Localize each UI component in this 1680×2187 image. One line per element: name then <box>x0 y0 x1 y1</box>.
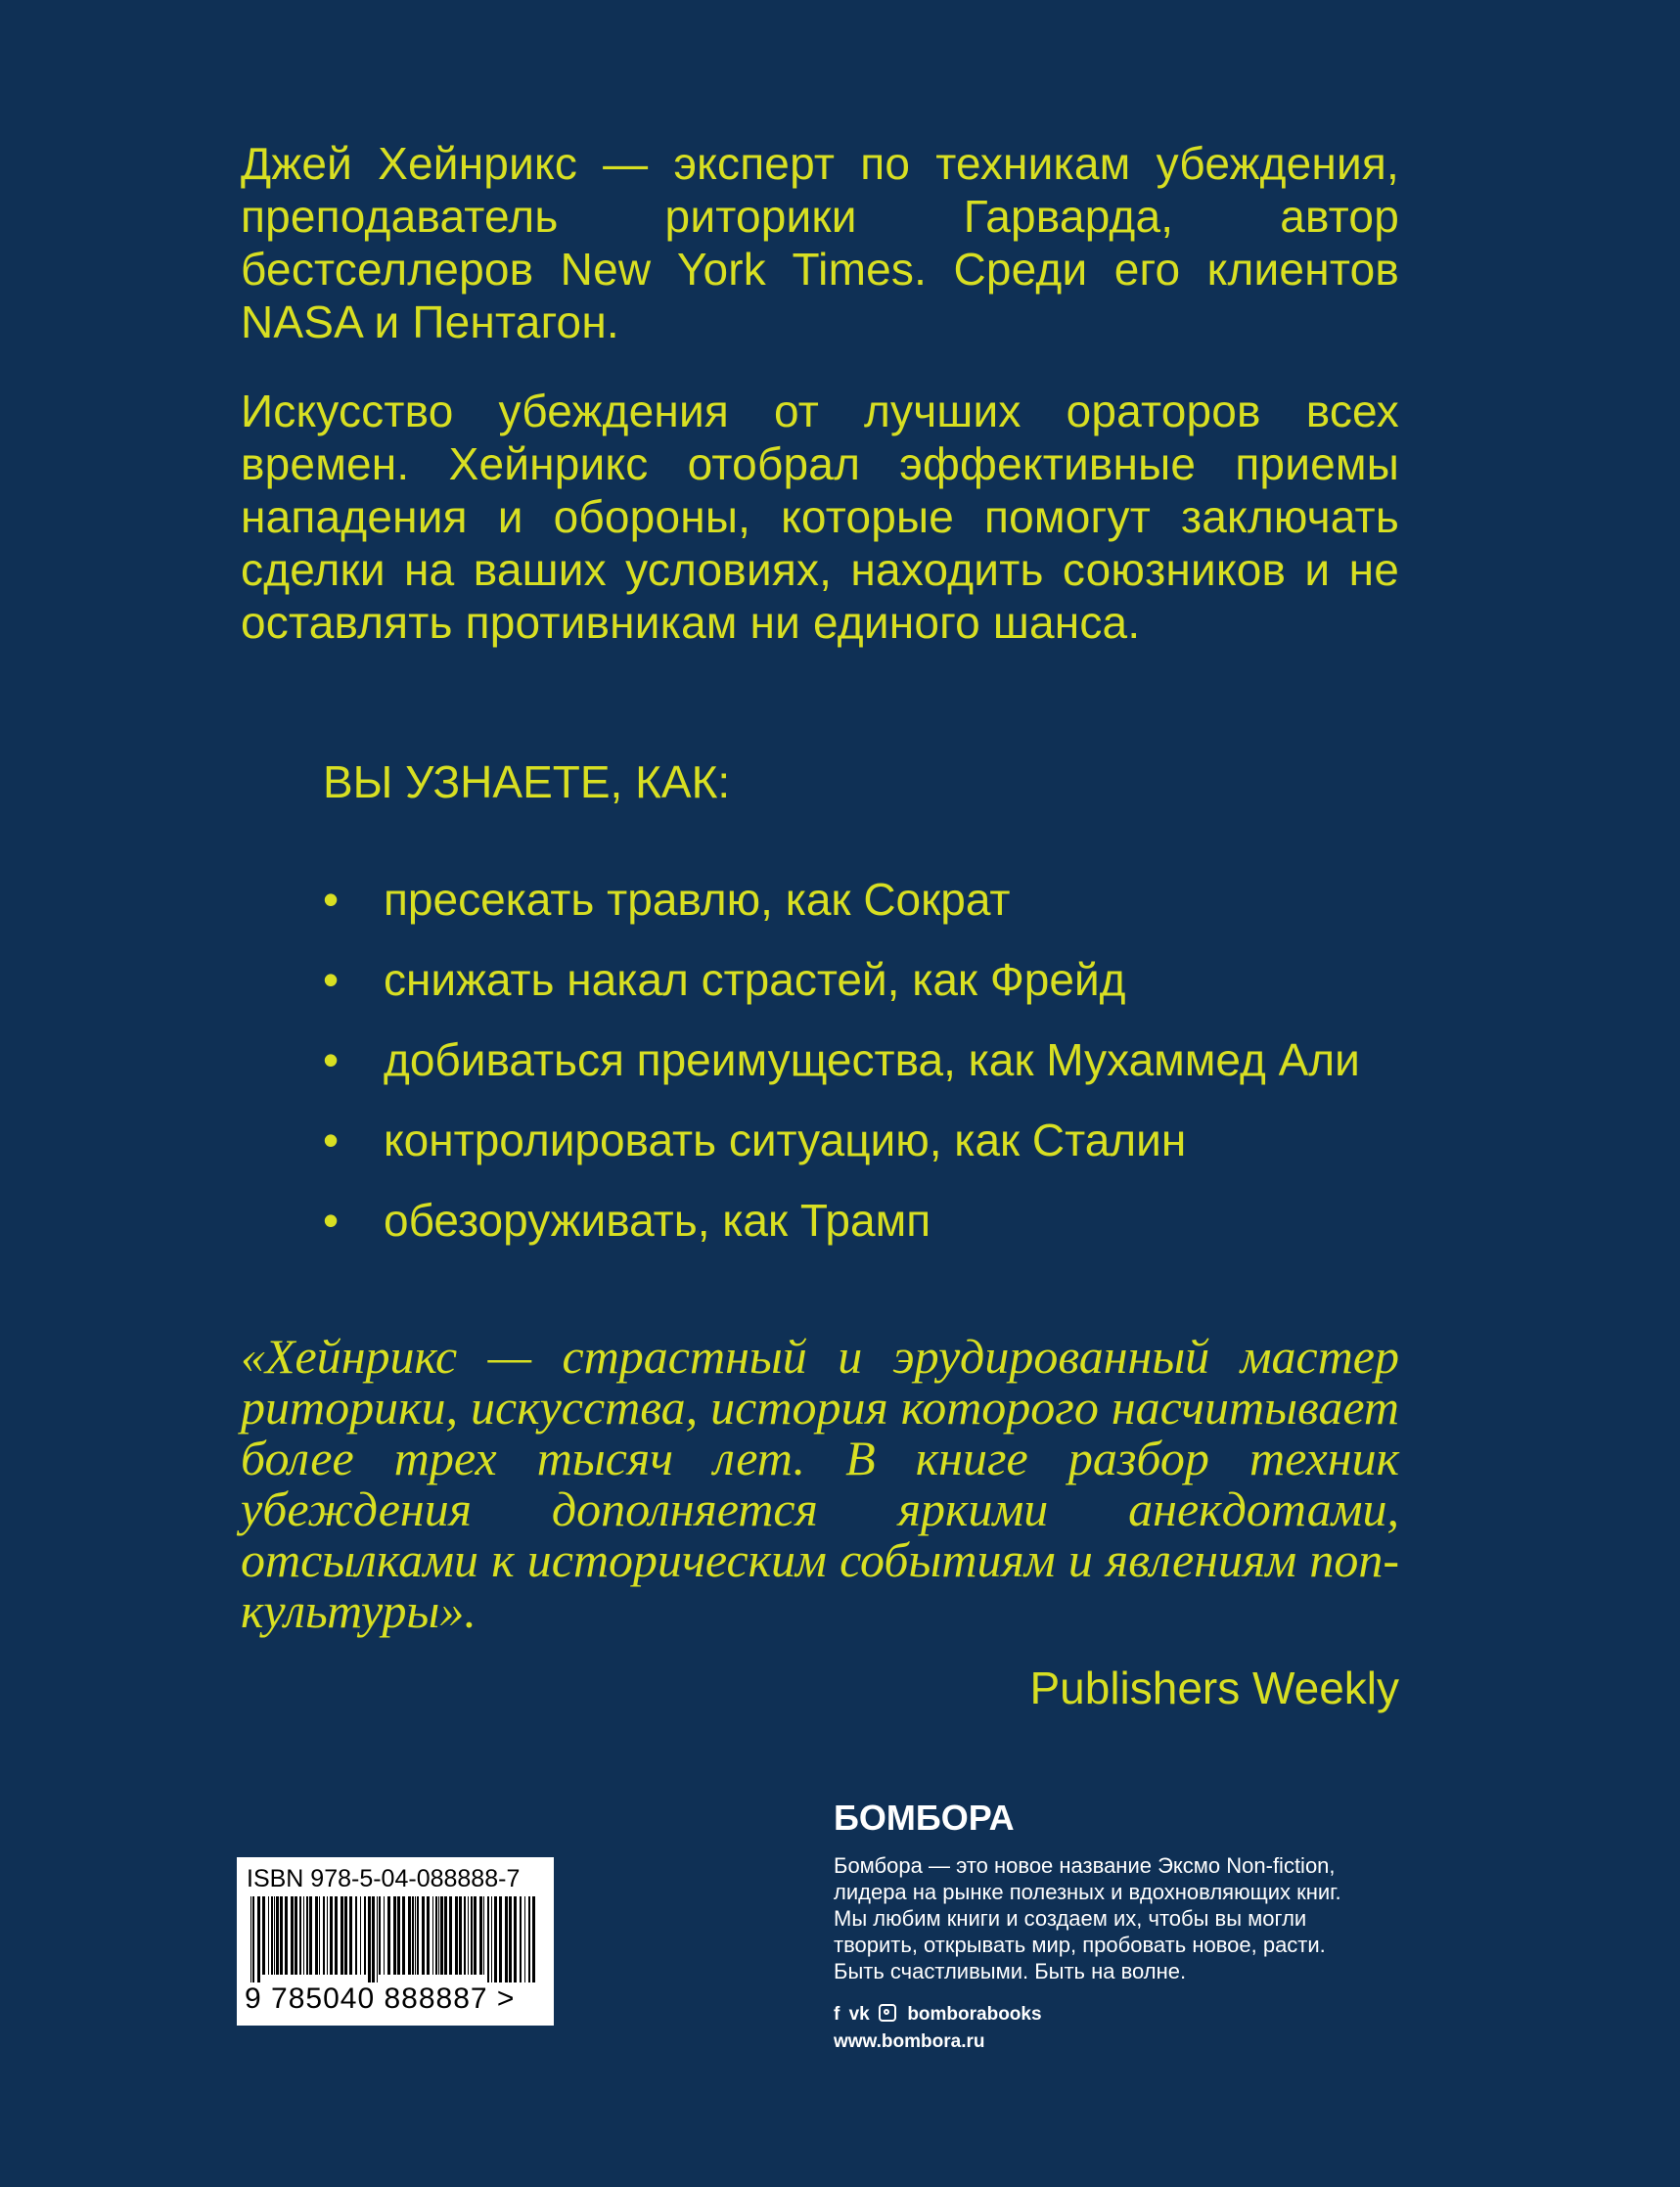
barcode-bar <box>459 1896 462 1975</box>
social-handle[interactable]: bomborabooks <box>907 2004 1042 2025</box>
barcode-bar <box>427 1896 430 1975</box>
learn-list <box>323 873 1360 1274</box>
barcode-bar <box>509 1896 512 1982</box>
barcode-bar <box>432 1896 433 1975</box>
barcode-bar <box>532 1896 535 1982</box>
publisher-description-line: лидера на рынке полезных и вдохновляющих книг. <box>834 1880 1341 1904</box>
social-links <box>834 2003 1042 2027</box>
barcode-bar <box>262 1896 265 1975</box>
barcode-bar <box>319 1896 320 1975</box>
barcode-bar <box>327 1896 328 1975</box>
barcode-bar <box>274 1896 275 1975</box>
barcode-bar <box>505 1896 508 1982</box>
barcode-bar <box>306 1896 308 1975</box>
review-source: Publishers Weekly <box>1029 1663 1399 1713</box>
bullet-icon: • <box>323 1115 340 1165</box>
barcode-bar <box>449 1896 452 1975</box>
barcode-bar <box>377 1896 378 1982</box>
isbn-label: ISBN 978-5-04-088888-7 <box>247 1865 521 1892</box>
barcode-bar <box>276 1896 279 1975</box>
list-item: • контролировать ситуацию, как Сталин <box>323 1115 1187 1165</box>
list-item: • снижать накал страстей, как Фрейд <box>323 954 1126 1005</box>
barcode-bar <box>422 1896 425 1975</box>
barcode-bar <box>315 1896 318 1975</box>
barcode-bar <box>330 1896 333 1975</box>
barcode-bar <box>280 1896 283 1975</box>
barcode-bar <box>323 1896 325 1975</box>
facebook-icon[interactable]: f <box>834 2004 840 2025</box>
barcode-bar <box>417 1896 419 1975</box>
barcode-bar <box>440 1896 443 1975</box>
barcode-bar <box>349 1896 352 1975</box>
barcode-bar <box>257 1896 260 1982</box>
barcode-bar <box>491 1896 492 1982</box>
barcode-bar <box>295 1896 297 1975</box>
barcode-bar <box>360 1896 361 1975</box>
barcode-bar <box>335 1896 338 1975</box>
barcode-bar <box>397 1896 400 1975</box>
bullet-icon: • <box>323 954 340 1005</box>
barcode-bar <box>494 1896 497 1982</box>
publisher-description-line: Бомбора — это новое название Эксмо Non-fiction, <box>834 1853 1336 1878</box>
barcode-bar <box>393 1896 396 1975</box>
instagram-icon[interactable] <box>879 2004 896 2022</box>
barcode-bar <box>444 1896 447 1975</box>
barcode-bar <box>438 1896 439 1975</box>
barcode-bar <box>483 1896 484 1975</box>
barcode-bar <box>524 1896 525 1982</box>
barcode-bar <box>468 1896 469 1975</box>
barcode-bar <box>368 1896 371 1982</box>
publisher-description <box>834 1852 1411 1984</box>
isbn-barcode <box>237 1857 554 2026</box>
barcode-bar <box>528 1896 530 1982</box>
barcode-bar <box>387 1896 390 1975</box>
website-link[interactable]: www.bombora.ru <box>834 2031 985 2052</box>
barcode-bar <box>379 1896 381 1975</box>
barcode-bar <box>271 1896 273 1975</box>
vk-icon[interactable]: vk <box>848 2004 870 2025</box>
barcode-bar <box>412 1896 414 1975</box>
barcode-bar <box>415 1896 416 1975</box>
barcode-bar <box>402 1896 405 1975</box>
barcode-bar <box>520 1896 522 1982</box>
barcode-bar <box>479 1896 482 1975</box>
bullet-icon: • <box>323 1034 340 1085</box>
barcode-bar <box>487 1896 489 1982</box>
barcode-bar <box>285 1896 288 1975</box>
publisher-logo: БОМБОРА <box>834 1798 1015 1838</box>
barcode-bars <box>249 1896 542 1984</box>
barcode-bar <box>252 1896 254 1982</box>
barcode-bar <box>344 1896 347 1975</box>
list-item: • добиваться преимущества, как Мухаммед Али <box>323 1034 1360 1085</box>
publisher-description-line: Мы любим книги и создаем их, чтобы вы могли <box>834 1906 1307 1931</box>
barcode-bar <box>309 1896 312 1975</box>
barcode-bar <box>303 1896 304 1975</box>
barcode-bar <box>250 1896 251 1982</box>
barcode-bar <box>384 1896 385 1975</box>
barcode-bar <box>364 1896 366 1975</box>
publisher-description-line: творить, открывать мир, пробовать новое, расти. <box>834 1933 1326 1957</box>
barcode-bar <box>268 1896 269 1975</box>
barcode-bar <box>372 1896 375 1982</box>
barcode-bar <box>514 1896 517 1982</box>
bullet-icon: • <box>323 874 340 925</box>
barcode-bar <box>455 1896 458 1975</box>
barcode-bar <box>408 1896 411 1975</box>
book-description-paragraph: Искусство убеждения от лучших ораторов всех времен. Хейнрикс отобрал эффективные приемы нападения и обороны, которые помогут заключать сделки на ваших условиях, находить союзников и не оставлять противникам ни единого шанса. <box>241 386 1399 648</box>
author-intro-paragraph: Джей Хейнрикс — эксперт по техникам убеждения, преподаватель риторики Гарварда, автор бестселлеров New York Times. Среди его клиентов NASA и Пентагон. <box>241 138 1399 347</box>
barcode-bar <box>299 1896 301 1975</box>
bullet-icon: • <box>323 1195 340 1246</box>
publisher-description-line: Быть счастливыми. Быть на волне. <box>834 1959 1187 1983</box>
list-item: • пресекать травлю, как Сократ <box>323 874 1011 925</box>
barcode-bar <box>499 1896 502 1982</box>
barcode-bar <box>291 1896 294 1975</box>
barcode-bar <box>355 1896 357 1975</box>
barcode-bar <box>435 1896 437 1975</box>
barcode-bar <box>474 1896 477 1975</box>
learn-heading: ВЫ УЗНАЕТЕ, КАК: <box>323 756 731 807</box>
review-quote: «Хейнрикс — страстный и эрудированный мастер риторики, искусства, история которого насчитывает более трех тысяч лет. В книге разбор техник убеждения дополняется яркими анекдотами, отсылками к историческим событиям и явлениям поп-культуры». <box>241 1329 1399 1638</box>
list-item: • обезоруживать, как Трамп <box>323 1195 931 1246</box>
barcode-bar <box>341 1896 343 1975</box>
ean-digits: 9 785040 888887 > <box>245 1982 516 2015</box>
barcode-bar <box>471 1896 473 1975</box>
barcode-bar <box>464 1896 466 1975</box>
